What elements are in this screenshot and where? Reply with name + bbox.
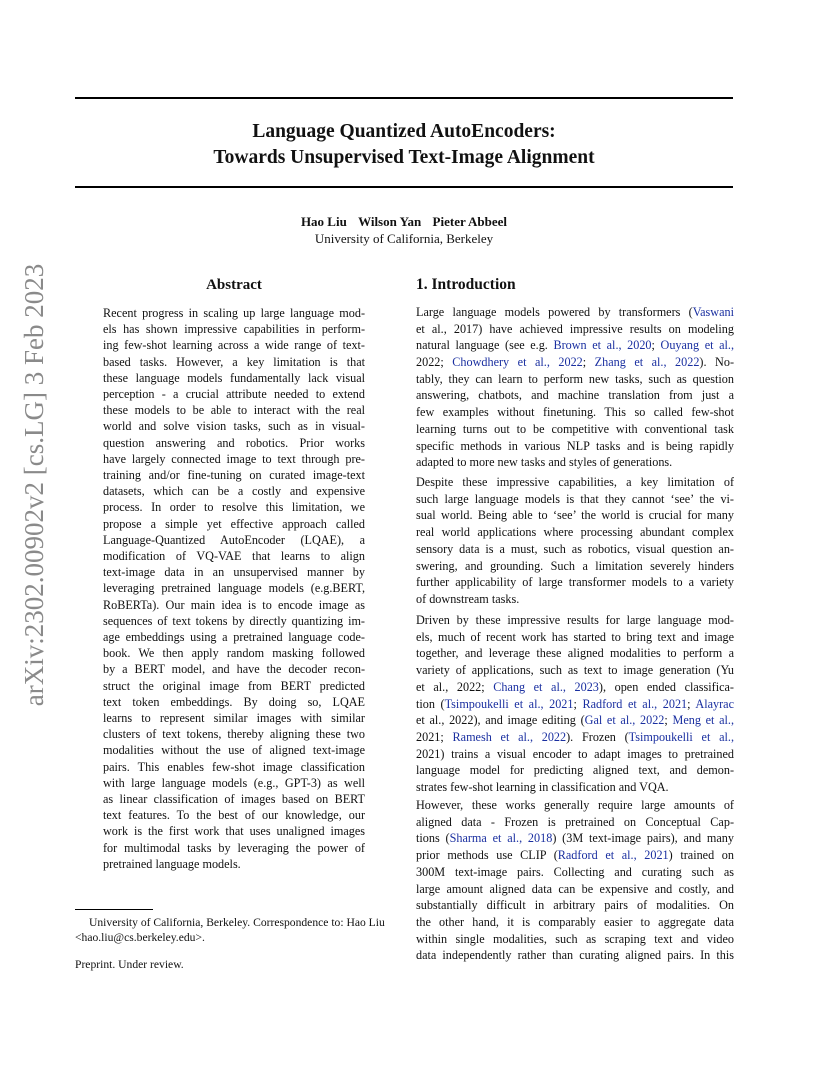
abstract-line: by a BERT model, and have the decoder recon- xyxy=(103,662,365,676)
introduction-line: few examples without finetuning. This so called few-shot xyxy=(416,405,734,419)
preprint-note: Preprint. Under review. xyxy=(75,958,184,971)
abstract-line: text-image data in an unsupervised manner by xyxy=(103,565,365,579)
abstract-line: clusters of text tokens, thereby aligning these two xyxy=(103,727,365,741)
abstract-line: modification of VQ-VAE that learns to align xyxy=(103,549,365,563)
abstract-line: sequences of text tokens by directly quantizing im- xyxy=(103,614,365,628)
introduction-line: substantially difficult in arbitrary pairs of modalities. On xyxy=(416,898,734,912)
abstract-line: process. In order to resolve this limitation, we xyxy=(103,500,365,514)
introduction-line: large amount aligned data can be expensive and costly, and xyxy=(416,882,734,896)
abstract-line: pretrained language models. xyxy=(103,857,241,871)
abstract-line: Language-Quantized AutoEncoder (LQAE), a xyxy=(103,533,365,547)
paper-title-line-1: Language Quantized AutoEncoders: xyxy=(252,121,556,142)
abstract-line: learns to represent similar images with similar xyxy=(103,711,365,725)
introduction-line: strates few-shot learning in classification and VQA. xyxy=(416,780,669,794)
introduction-line: Despite these impressive capabilities, a key limitation of xyxy=(416,475,734,489)
author-list xyxy=(75,213,733,230)
abstract-line: RoBERTa). Our main idea is to encode image as xyxy=(103,598,365,612)
paper-title-line-2: Towards Unsupervised Text-Image Alignment xyxy=(213,147,595,168)
author-name: Wilson Yan xyxy=(358,214,422,229)
abstract-line: perception - a crucial attribute needed to extend xyxy=(103,387,365,401)
introduction-line: Driven by these impressive results for large language mod- xyxy=(416,613,734,627)
abstract-line: book. We then apply random masking followed xyxy=(103,646,365,660)
introduction-line: such large language models is that they cannot ‘see’ the vi- xyxy=(416,492,734,506)
abstract-line: struct the original image from BERT predicted xyxy=(103,679,365,693)
abstract-line: with large language models (e.g., GPT-3) as well xyxy=(103,776,365,790)
introduction-line: et al., 2022; Chang et al., 2023), open ended classifica- xyxy=(416,680,734,694)
introduction-line: data independently rather than curating aligned pairs. In this xyxy=(416,948,734,962)
abstract-line: question answering and robotics. Prior works xyxy=(103,436,365,450)
introduction-line: aligned data - Frozen is pretrained on Conceptual Cap- xyxy=(416,815,734,829)
abstract-line: age embeddings using a pretrained language code- xyxy=(103,630,365,644)
introduction-line: within single modalities, such as scraping text and video xyxy=(416,932,734,946)
introduction-line: adapted to more new tasks and styles of generations. xyxy=(416,455,673,469)
introduction-line: Large language models powered by transformers (Vaswani xyxy=(416,305,734,319)
introduction-line: natural language (see e.g. Brown et al., 2020; Ouyang et al., xyxy=(416,338,734,352)
affiliation: University of California, Berkeley xyxy=(314,231,494,246)
abstract-line: text token embeddings. By doing so, LQAE xyxy=(103,695,365,709)
abstract-line: as linear classification of images based on BERT xyxy=(103,792,365,806)
introduction-line: sensory data is a must, such as robotics, visual question an- xyxy=(416,542,734,556)
introduction-line: tions (Sharma et al., 2018) (3M text-image pairs), and many xyxy=(416,831,734,845)
introduction-line: of downstream tasks. xyxy=(416,592,520,606)
abstract-line: pairs. This enables few-shot image classification xyxy=(103,760,365,774)
footnote-affiliation: University of California, Berkeley. Correspondence to: Hao Liu xyxy=(89,916,385,929)
author-name: Pieter Abbeel xyxy=(432,214,508,229)
introduction-line: swering, and grounding. Such a limitation severely hinders xyxy=(416,559,734,573)
footnote-rule xyxy=(75,909,153,910)
introduction-line: tably, they can learn to perform new tasks, such as question xyxy=(416,372,734,386)
top-rule xyxy=(75,97,733,99)
introduction-line: answering, chatbots, and machine translation from just a xyxy=(416,388,734,402)
introduction-line: tion (Tsimpoukelli et al., 2021; Radford et al., 2021; Alayrac xyxy=(416,697,734,711)
introduction-line: together, and leverage these aligned modalities to perform a xyxy=(416,646,734,660)
introduction-line: further applicability of large transformer models to a variety xyxy=(416,575,734,589)
abstract-line: work is the first work that uses unaligned images xyxy=(103,824,365,838)
abstract-line: Recent progress in scaling up large language mod- xyxy=(103,306,365,320)
introduction-line: 2021) trains a visual encoder to adapt images to pretrained xyxy=(416,747,734,761)
abstract-line: based tasks. However, a key limitation is that xyxy=(103,355,365,369)
abstract-line: propose a simple yet effective approach called xyxy=(103,517,365,531)
abstract-line: for multimodal tasks by leveraging the power of xyxy=(103,841,365,855)
introduction-line: et al., 2022), and image editing (Gal et al., 2022; Meng et al., xyxy=(416,713,734,727)
introduction-line: sual world. Being able to ‘see’ the world is crucial for many xyxy=(416,508,734,522)
introduction-heading: 1. Introduction xyxy=(416,276,516,293)
introduction-line: et al., 2017) have achieved impressive results on modeling xyxy=(416,322,734,336)
introduction-line: real world applications where processing abundant complex xyxy=(416,525,734,539)
abstract-line: els has shown impressive capabilities in perform- xyxy=(103,322,365,336)
abstract-line: training and/or fine-tuning on curated image-text xyxy=(103,468,365,482)
abstract-heading: Abstract xyxy=(206,277,262,293)
introduction-line: 300M text-image pairs. Collecting and curating such as xyxy=(416,865,734,879)
author-name: Hao Liu xyxy=(300,214,347,229)
abstract-line: ing few-shot learning across a wide range of text- xyxy=(103,338,365,352)
introduction-line: the other hand, it is comparably easier to aggregate data xyxy=(416,915,734,929)
introduction-line: specific methods in various NLP tasks and is being rapidly xyxy=(416,439,734,453)
footnote-email: <hao.liu@cs.berkeley.edu>. xyxy=(75,931,205,944)
abstract-line: text features. To the best of our knowledge, our xyxy=(103,808,365,822)
abstract-line: these language models fundamentally lack visual xyxy=(103,371,365,385)
introduction-line: prior methods use CLIP (Radford et al., 2021) trained on xyxy=(416,848,734,862)
abstract-line: modalities without the use of aligned text-image xyxy=(103,743,365,757)
arxiv-stamp: arXiv:2302.00902v2 [cs.LG] 3 Feb 2023 xyxy=(19,263,49,707)
introduction-line: 2022; Chowdhery et al., 2022; Zhang et al., 2022). No- xyxy=(416,355,734,369)
introduction-line: variety of applications, such as text to image generation (Yu xyxy=(416,663,734,677)
abstract-line: have largely connected image to text through pre- xyxy=(103,452,365,466)
introduction-line: language model for predicting aligned text, and demon- xyxy=(416,763,734,777)
abstract-line: world and solve vision tasks, such as in visual- xyxy=(103,419,365,433)
introduction-line: 2021; Ramesh et al., 2022). Frozen (Tsimpoukelli et al., xyxy=(416,730,734,744)
bottom-rule xyxy=(75,186,733,188)
introduction-line: learning turns out to be competitive with conventional task xyxy=(416,422,734,436)
introduction-line: els, much of recent work has started to bring text and image xyxy=(416,630,734,644)
abstract-line: leveraging pretrained language models (e.g.BERT, xyxy=(103,581,365,595)
introduction-line: However, these works generally require large amounts of xyxy=(416,798,734,812)
abstract-line: datasets, which can be a costly and expensive xyxy=(103,484,365,498)
abstract-line: these models to be able to interact with the real xyxy=(103,403,365,417)
